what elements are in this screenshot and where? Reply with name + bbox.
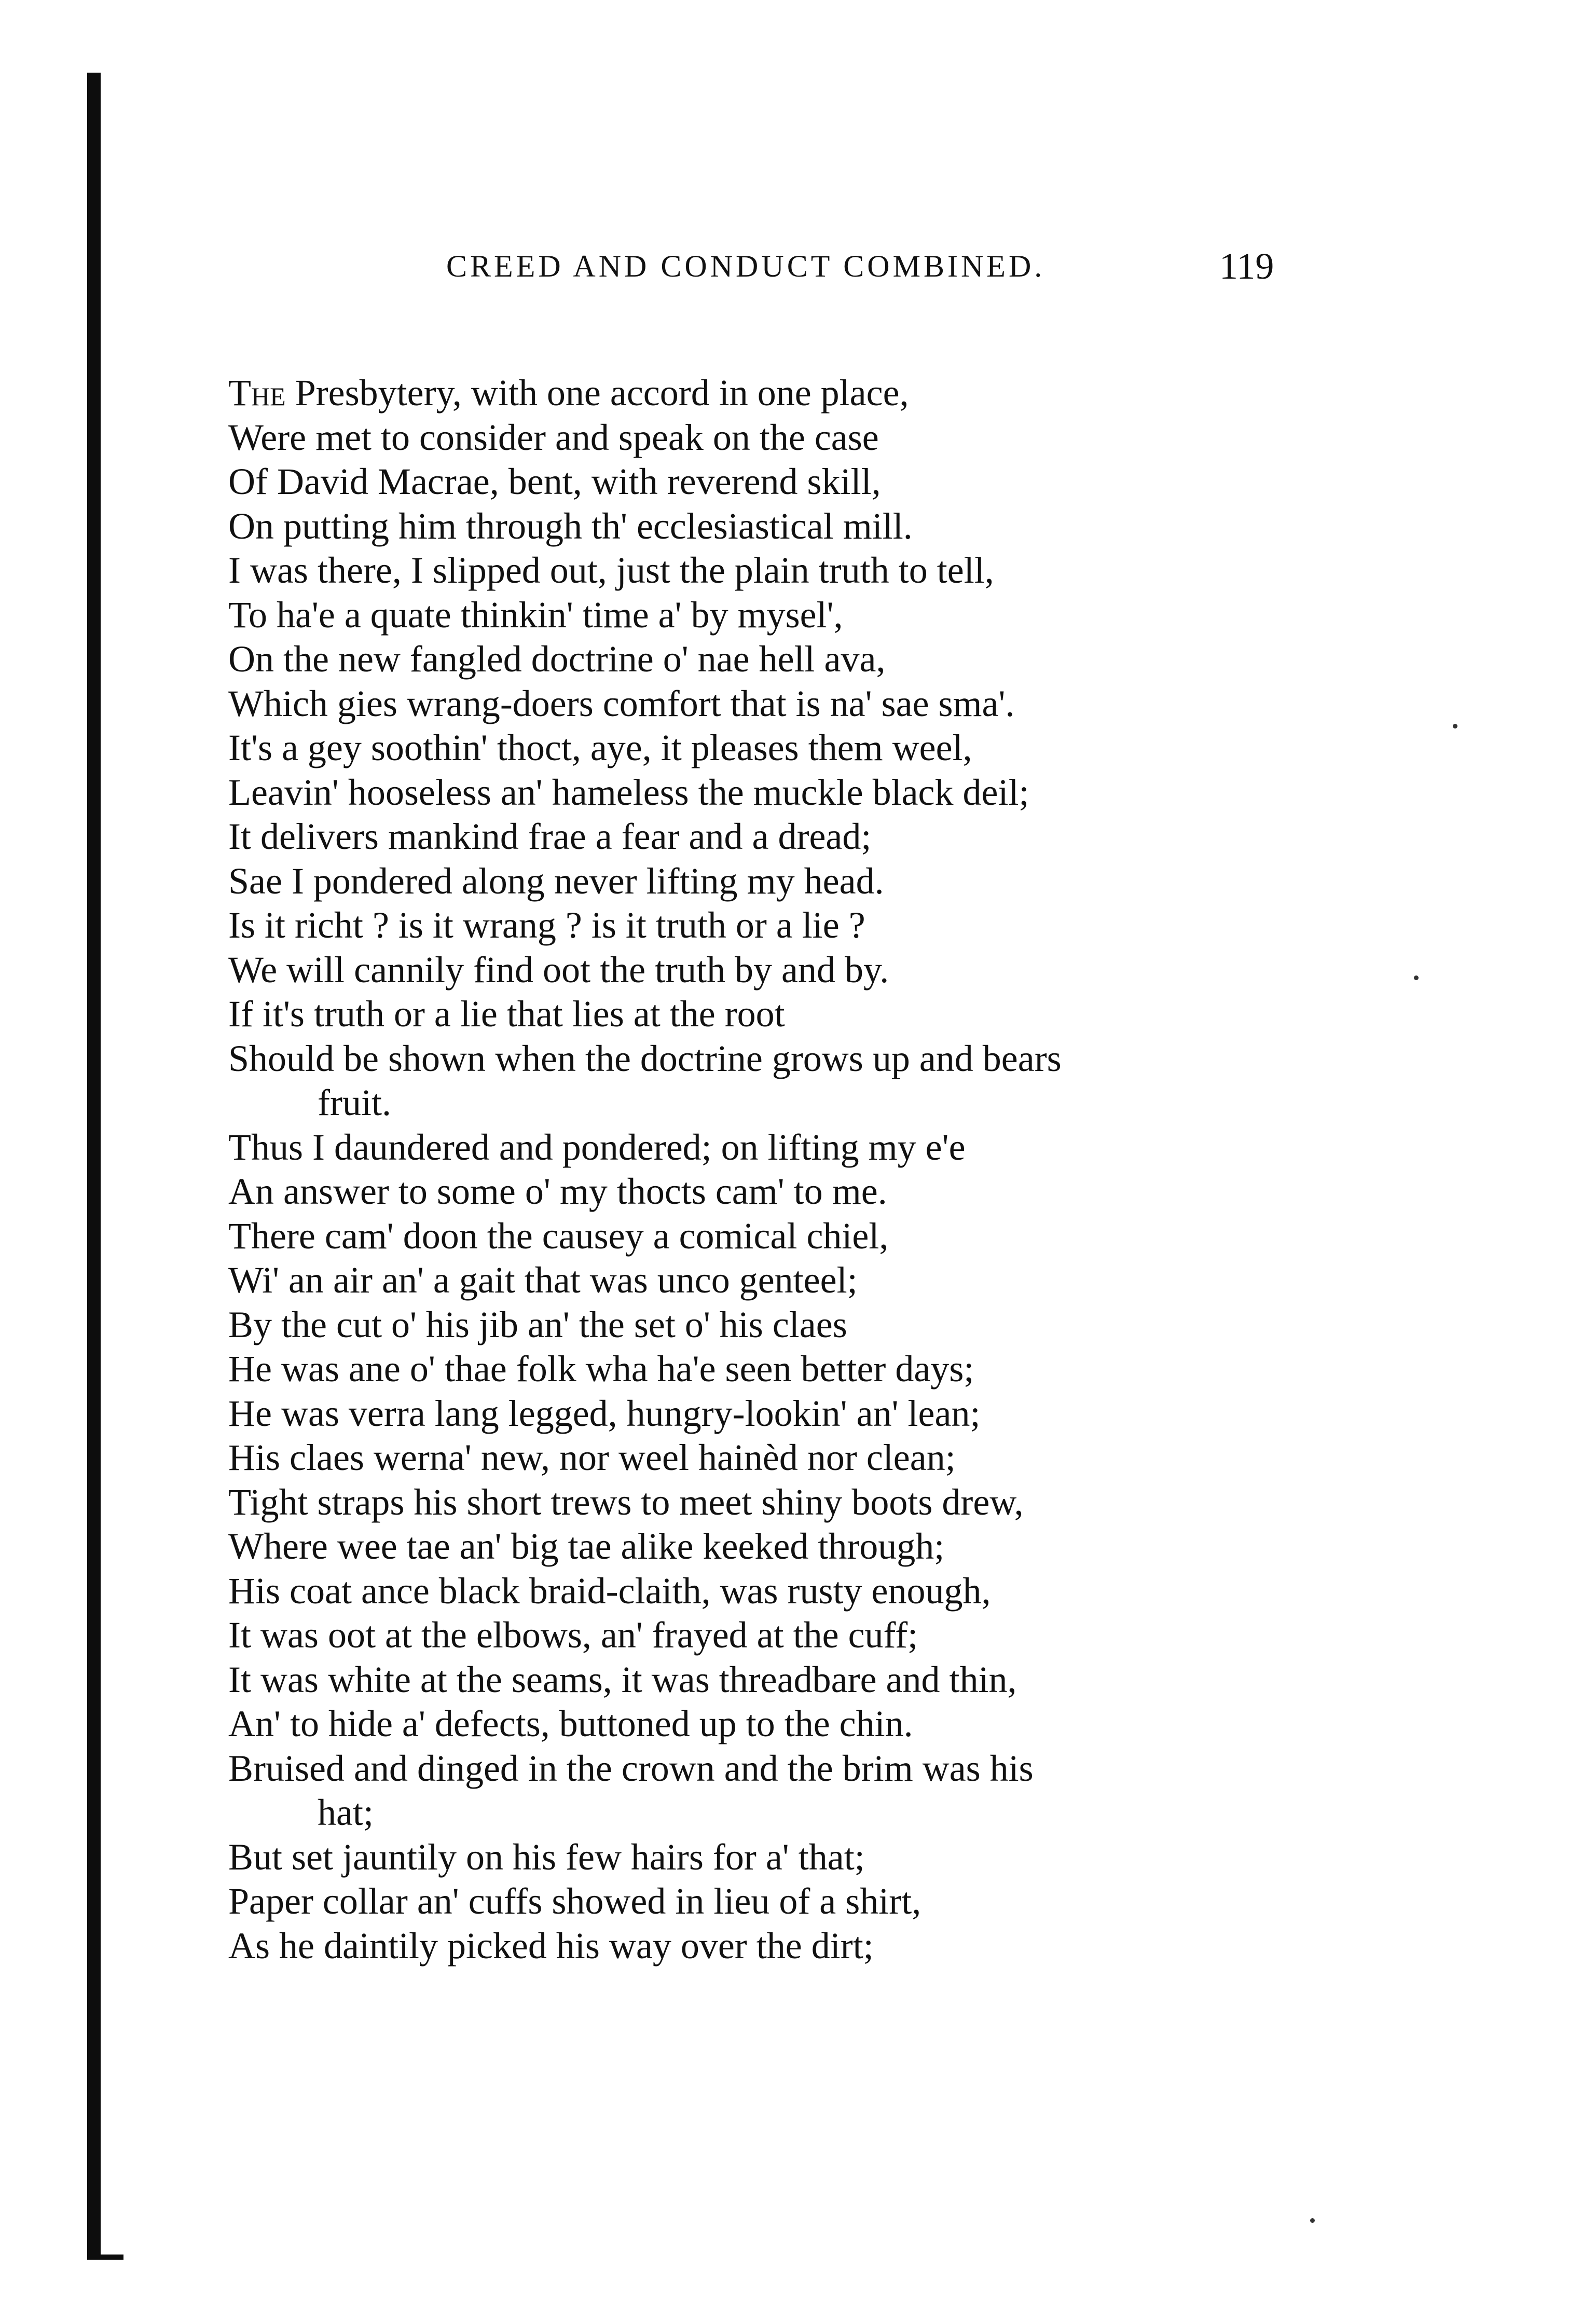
poem-line	[228, 1392, 1370, 1436]
poem-line-text: Leavin' hooseless an' hameless the muckle black deil;	[228, 771, 1029, 813]
poem-line	[228, 1747, 1370, 1791]
poem-line-text: It was white at the seams, it was threadbare and thin,	[228, 1658, 1017, 1700]
poem-line-text: Presbytery, with one accord in one place,	[285, 372, 909, 414]
poem-line	[228, 1658, 1370, 1702]
poem-line	[228, 637, 1370, 682]
poem-line-text: Thus I daundered and pondered; on lifting my e'e	[228, 1126, 966, 1168]
poem-line	[228, 1258, 1370, 1303]
poem-line	[228, 1303, 1370, 1348]
poem-line-turnover	[228, 1081, 1370, 1125]
poem-line-text: Which gies wrang-doers comfort that is na' sae sma'.	[228, 682, 1015, 724]
poem-line	[228, 1347, 1370, 1392]
poem-line-text: An answer to some o' my thocts cam' to me.	[228, 1171, 887, 1212]
poem-line	[228, 948, 1370, 993]
poem-line-text: If it's truth or a lie that lies at the root	[228, 993, 785, 1035]
print-speck	[1310, 2218, 1315, 2223]
poem-line-text: It's a gey soothin' thoct, aye, it pleases them weel,	[228, 727, 972, 768]
poem-line-text: hat;	[318, 1792, 374, 1833]
poem-line-text: To ha'e a quate thinkin' time a' by mysel',	[228, 594, 843, 636]
poem-line	[228, 771, 1370, 815]
poem-line	[228, 1613, 1370, 1658]
page-binding-edge-foot	[87, 2255, 123, 2260]
poem-line-text: Were met to consider and speak on the case	[228, 416, 879, 458]
poem-line-text: Of David Macrae, bent, with reverend skill,	[228, 461, 881, 502]
running-title: CREED AND CONDUCT COMBINED.	[446, 249, 1045, 283]
poem-body	[228, 371, 1370, 1968]
page-number: 119	[1219, 245, 1274, 287]
poem-line	[228, 1214, 1370, 1259]
poem-line-turnover	[228, 1791, 1370, 1835]
poem-line	[228, 1480, 1370, 1525]
print-speck	[1453, 724, 1457, 728]
poem-line	[228, 371, 1370, 416]
poem-line-text: But set jauntily on his few hairs for a' that;	[228, 1836, 865, 1878]
poem-line	[228, 593, 1370, 638]
poem-line	[228, 1702, 1370, 1747]
poem-line	[228, 726, 1370, 771]
poem-line-text: By the cut o' his jib an' the set o' his claes	[228, 1303, 847, 1345]
poem-line-text: Is it richt ? is it wrang ? is it truth or a lie ?	[228, 904, 865, 946]
poem-line-text: He was ane o' thae folk wha ha'e seen better days;	[228, 1348, 974, 1390]
poem-line	[228, 548, 1370, 593]
poem-line	[228, 416, 1370, 460]
poem-line-text: Paper collar an' cuffs showed in lieu of a shirt,	[228, 1880, 921, 1922]
poem-line-text: Tight straps his short trews to meet shiny boots drew,	[228, 1481, 1024, 1523]
poem-line	[228, 682, 1370, 726]
poem-line-text: There cam' doon the causey a comical chiel,	[228, 1215, 889, 1257]
poem-line-text: An' to hide a' defects, buttoned up to the chin.	[228, 1703, 913, 1744]
poem-line	[228, 1524, 1370, 1569]
poem-line	[228, 992, 1370, 1037]
poem-line-text: Wi' an air an' a gait that was unco genteel;	[228, 1259, 858, 1301]
poem-line-text: His coat ance black braid-claith, was rusty enough,	[228, 1570, 991, 1612]
poem-line-text: As he daintily picked his way over the dirt;	[228, 1925, 874, 1967]
poem-line	[228, 504, 1370, 549]
poem-line	[228, 815, 1370, 859]
poem-line	[228, 1835, 1370, 1880]
poem-line	[228, 460, 1370, 504]
poem-line	[228, 859, 1370, 904]
poem-line	[228, 1879, 1370, 1924]
poem-line	[228, 1924, 1370, 1969]
running-head	[0, 243, 1596, 290]
poem-line-text: Where wee tae an' big tae alike keeked through;	[228, 1525, 945, 1567]
poem-line	[228, 903, 1370, 948]
poem-line-text: On putting him through th' ecclesiastical mill.	[228, 505, 913, 547]
poem-line-text: fruit.	[318, 1082, 391, 1123]
poem-line-text: I was there, I slipped out, just the plain truth to tell,	[228, 549, 994, 591]
poem-line-text: It was oot at the elbows, an' frayed at the cuff;	[228, 1614, 918, 1656]
poem-line	[228, 1569, 1370, 1614]
page-binding-edge	[87, 73, 101, 2260]
poem-line-text: Should be shown when the doctrine grows up and bears	[228, 1037, 1062, 1079]
poem-line	[228, 1037, 1370, 1081]
opening-word: The	[228, 372, 286, 414]
poem-line-text: He was verra lang legged, hungry-lookin' an' lean;	[228, 1392, 981, 1434]
print-speck	[1414, 975, 1419, 980]
poem-line-text: On the new fangled doctrine o' nae hell ava,	[228, 638, 886, 680]
poem-line	[228, 1436, 1370, 1480]
poem-line	[228, 1170, 1370, 1214]
poem-line-text: Bruised and dinged in the crown and the brim was his	[228, 1747, 1034, 1789]
poem-line-text: Sae I pondered along never lifting my head.	[228, 860, 884, 902]
poem-line-text: We will cannily find oot the truth by and by.	[228, 949, 889, 991]
poem-line	[228, 1125, 1370, 1170]
poem-line-text: His claes werna' new, nor weel hainèd nor clean;	[228, 1437, 956, 1478]
poem-line-text: It delivers mankind frae a fear and a dread;	[228, 816, 872, 857]
